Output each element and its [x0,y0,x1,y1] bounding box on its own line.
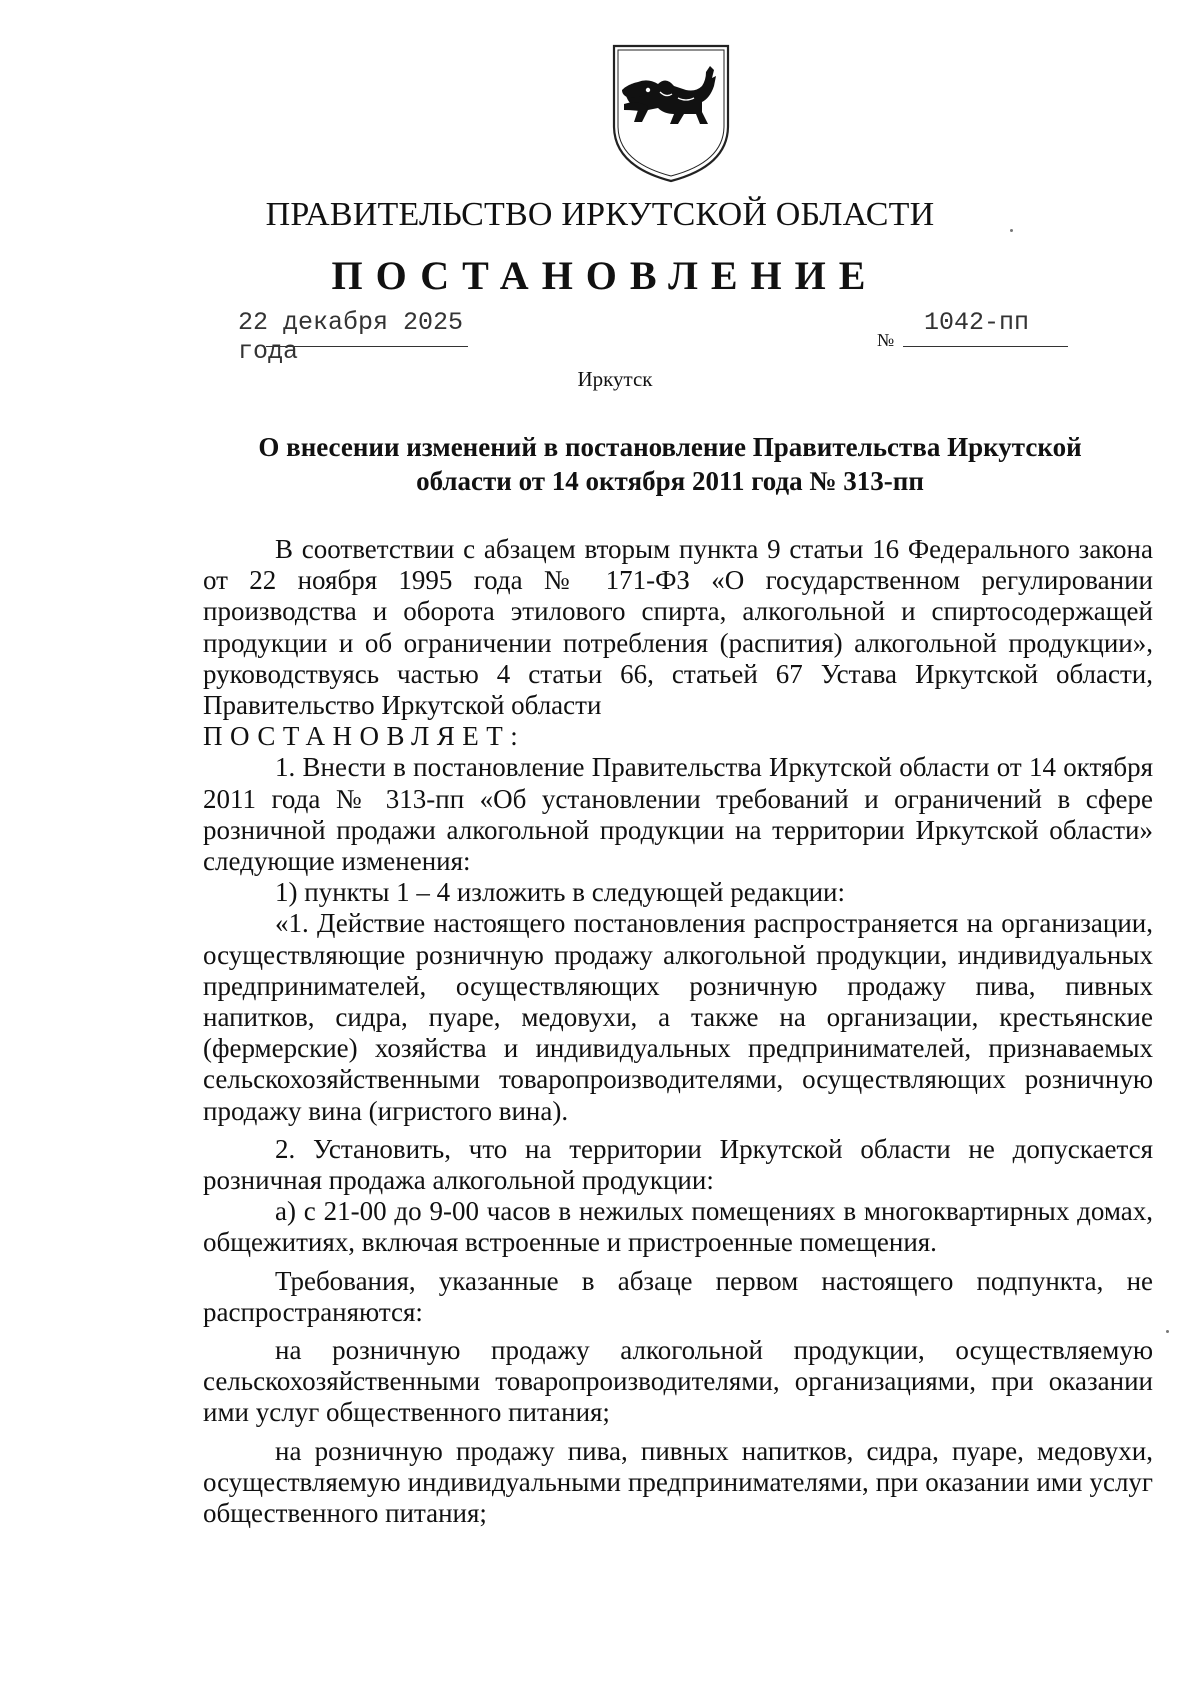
subitem-1-paragraph: 1) пункты 1 – 4 изложить в следующей редакции: [275,877,846,908]
quote-point-2-paragraph: 2. Установить, что на территории Иркутской области не допускается розничная продажа алкогольной продукции: [203,1133,1153,1196]
coat-of-arms-emblem [608,40,734,185]
exception-2-paragraph: на розничную продажу пива, пивных напитков, сидра, пуаре, медовухи, осуществляемую индивидуальными предпринимателями, при оказании ими услуг общественного питания; [203,1435,1153,1529]
title-line-1: О внесении изменений в постановление Правительства Иркутской [258,432,1082,462]
scan-speck [1166,1330,1169,1333]
document-date: 22 декабря 2025 года [238,308,464,366]
exception-1-paragraph: на розничную продажу алкогольной продукции, осуществляемую сельскохозяйственными товаропроизводителями, организациями, при оказании ими услуг общественного питания; [203,1335,1153,1428]
requirements-paragraph: Требования, указанные в абзаце первом настоящего подпункта, не распространяются: [203,1265,1153,1327]
document-number: 1042-пп [924,308,1030,337]
scan-speck [1010,229,1013,232]
number-sign: № [877,330,895,350]
city-name: Иркутск [577,367,653,391]
title-line-2: области от 14 октября 2011 года № 313-пп [416,466,924,496]
number-underline [903,346,1068,347]
quote-point-1-paragraph: «1. Действие настоящего постановления распространяется на организации, осуществляющие розничную продажу алкогольной продукции, индивидуальных предпринимателей, осуществляющих розничную продажу пива, пивных напитков, сидра, пуаре, медовухи, а также на организации, крестьянские (фермерские) хозяйства и индивидуальных предпринимателей, признаваемых сельскохозяйственными товаропроизводителями, осуществляющих розничную продажу вина (игристого вина). [203,908,1153,1126]
resolves-heading: ПОСТАНОВЛЯЕТ: [203,721,526,752]
organization-name: ПРАВИТЕЛЬСТВО ИРКУТСКОЙ ОБЛАСТИ [265,196,935,233]
document-title [230,430,1110,498]
point-a-paragraph: а) с 21-00 до 9-00 часов в нежилых помещениях в многоквартирных домах, общежитиях, включая встроенные и пристроенные помещения. [203,1196,1153,1258]
date-underline [266,346,468,347]
document-body [203,534,1153,1529]
item-1-paragraph: 1. Внести в постановление Правительства Иркутской области от 14 октября 2011 года № 313-пп «Об установлении требований и ограничений в сфере розничной продажи алкогольной продукции на территории Иркутской области» следующие изменения: [203,752,1153,877]
document-type: ПОСТАНОВЛЕНИЕ [331,253,879,298]
preamble-paragraph: В соответствии с абзацем вторым пункта 9 статьи 16 Федерального закона от 22 ноября 1995 года № 171-ФЗ «О государственном регулировании производства и оборота этилового спирта, алкогольной и спиртосодержащей продукции и об ограничении потребления (распития) алкогольной продукции», руководствуясь частью 4 статьи 66, статьей 67 Устава Иркутской области, Правительство Иркутской области [203,534,1153,721]
